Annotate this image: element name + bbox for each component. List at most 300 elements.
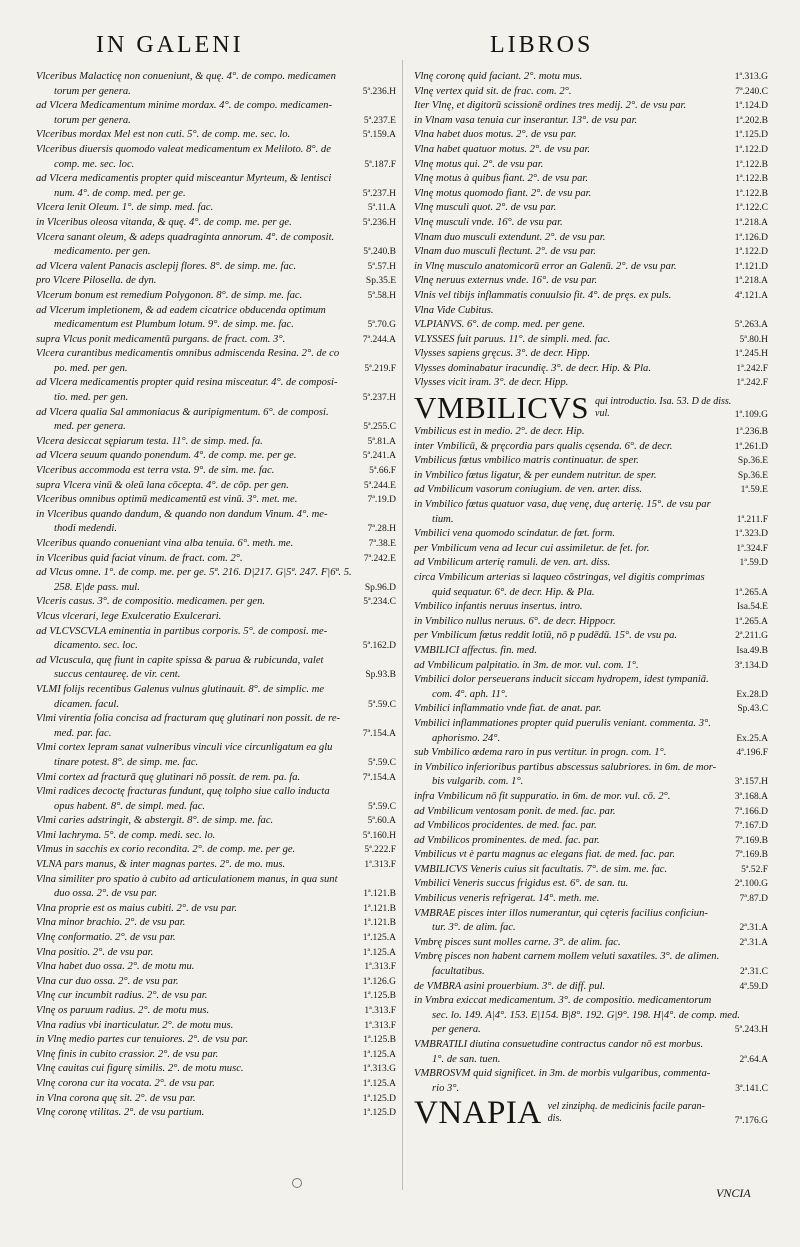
- index-entry: [414, 333, 768, 348]
- entry-text: Vlnę cur incumbit radius. 2°. de vsu par.: [36, 990, 208, 1002]
- entry-reference: 5ª.162.D: [362, 641, 396, 652]
- entry-reference: 7ª.87.D: [739, 894, 768, 905]
- index-entry: [36, 931, 396, 946]
- entry-text: VLPIANVS. 6°. de comp. med. per gene.: [414, 319, 586, 331]
- index-entry: [414, 513, 768, 528]
- entry-text: tium.: [432, 513, 454, 525]
- index-entry: [414, 542, 768, 557]
- entry-reference: 7ª.242.E: [363, 553, 396, 564]
- index-entry: [36, 187, 396, 202]
- index-entry: [414, 994, 768, 1009]
- entry-text: Vlnę coronę quid faciant. 2°. motu mus.: [414, 71, 583, 82]
- entry-reference: 7ª.154.A: [362, 728, 396, 739]
- entry-text: ad VLCVSCVLA eminentia in partibus corporis. 5°. de composi. me-: [36, 625, 328, 637]
- entry-reference: 1ª.121.B: [363, 903, 396, 914]
- entry-reference: 1ª.125.D: [734, 130, 768, 141]
- umbilicus-heading-word: VMBILICVS: [414, 390, 590, 426]
- index-entry: [414, 556, 768, 571]
- entry-reference: 1ª.122.B: [735, 188, 768, 199]
- entry-text: Vlcera desiccat sępiarum testa. 11°. de simp. med. fa.: [36, 435, 263, 447]
- index-entry: [36, 843, 396, 858]
- entry-text: Vmbilici Veneris succus frigidus est. 6°. de san. tu.: [414, 878, 629, 890]
- entry-reference: 3ª.141.C: [735, 1083, 768, 1094]
- entry-reference: 1ª.126.D: [734, 232, 768, 243]
- entry-reference: 2ª.211.G: [735, 631, 768, 642]
- entry-text: tio. med. per gen.: [54, 392, 129, 404]
- index-entry: [36, 245, 396, 260]
- entry-reference: 5ª.52.F: [741, 864, 768, 875]
- index-entry: [414, 892, 768, 907]
- umbilicus-desc-line2: vul.: [595, 408, 610, 420]
- entry-reference: 1ª.236.B: [735, 427, 768, 438]
- column-gutter: [402, 60, 403, 1190]
- index-entry: [36, 537, 396, 552]
- entry-reference: 5ª.237.H: [362, 393, 396, 404]
- entry-text: Vlnę coronę vtilitas. 2°. de vsu partium.: [36, 1107, 205, 1119]
- entry-text: Vlceribus quando conueniant vina alba tenuia. 6°. meth. me.: [36, 538, 294, 549]
- entry-text: ad Vlcera seuum quando ponendum. 4°. de comp. me. per ge.: [36, 450, 297, 462]
- entry-text: Vmbrę pisces non habent carnem mollem veluti saxatiles. 3°. de alimen.: [414, 951, 720, 963]
- index-entry: [36, 479, 396, 494]
- entry-reference: 5ª.11.A: [367, 203, 396, 214]
- entry-reference: 7ª.154.A: [362, 772, 396, 783]
- entry-reference: 7ª.240.C: [735, 86, 768, 97]
- entry-reference: 5ª.243.H: [734, 1025, 768, 1036]
- entry-reference: 5ª.58.H: [367, 290, 396, 301]
- index-entry: [414, 85, 768, 100]
- entry-text: ad Vlcera medicamentis propter quid resina misceatur. 4°. de composi-: [36, 377, 338, 389]
- index-entry: [414, 921, 768, 936]
- entry-text: Vlceribus diuersis quomodo valeat medicamentum ex Meliloto. 8°. de: [36, 143, 331, 155]
- index-entry: [414, 819, 768, 834]
- entry-reference: 1ª.313.F: [364, 1020, 396, 1031]
- entry-reference: Sp.36.E: [737, 470, 768, 481]
- index-entry: [414, 425, 768, 440]
- entry-text: opus habent. 8°. de simpl. med. fac.: [54, 800, 206, 812]
- entry-reference: 5ª.57.H: [367, 261, 396, 272]
- entry-reference: Sp.93.B: [365, 670, 396, 681]
- entry-reference: 5ª.80.H: [739, 334, 768, 345]
- unapia-heading-ref: 7ª.176.G: [734, 1115, 768, 1126]
- entry-text: ad Vmbilicum palpitatio. in 3m. de mor. vul. com. 1°.: [414, 659, 639, 671]
- entry-text: Vlna proprie est os maius cubiti. 2°. de vsu par.: [36, 902, 237, 914]
- index-entry: [414, 469, 768, 484]
- index-entry: [36, 318, 396, 333]
- index-entry: [36, 916, 396, 931]
- index-entry: [414, 216, 768, 231]
- entry-text: Vlmus in sacchis ex corio recondita. 2°. de comp. me. per ge.: [36, 844, 296, 856]
- entry-text: Vlnę motus qui. 2°. de vsu par.: [414, 158, 544, 170]
- entry-reference: 1ª.121.B: [363, 889, 396, 900]
- entry-text: VMBRATILI diutina consuetudine contractus candor nō est morbus.: [414, 1039, 704, 1050]
- entry-text: Vlnę corona cur ita vocata. 2°. de vsu par.: [36, 1077, 215, 1089]
- entry-text: Vlnę conformatio. 2°. de vsu par.: [36, 932, 176, 944]
- unapia-desc-line1: vel zinziphą. de medicinis facile paran-: [547, 1101, 705, 1113]
- entry-text: in Vlceribus quid faciat vinum. de fract. com. 2°.: [36, 552, 243, 564]
- index-entry: [36, 347, 396, 362]
- entry-reference: 1ª.125.D: [362, 1093, 396, 1104]
- entry-reference: 1ª.265.A: [734, 616, 768, 627]
- entry-text: tinare potest. 8°. de simp. me. fac.: [54, 756, 199, 768]
- entry-text: Vlmi radices decoctę fracturas fundunt, quę tolpho siue callo inducta: [36, 786, 330, 798]
- index-entry: [414, 114, 768, 129]
- index-entry: [36, 362, 396, 377]
- index-entry: [414, 834, 768, 849]
- entry-reference: 3ª.157.H: [734, 777, 768, 788]
- entry-text: Vlna habet duos motus. 2°. de vsu par.: [414, 129, 577, 141]
- entry-text: VMBILICI affectus. fin. med.: [414, 644, 537, 656]
- index-entry: [36, 114, 396, 129]
- index-entry: [36, 581, 396, 596]
- entry-reference: 5ª.160.H: [362, 830, 396, 841]
- entry-text: pro Vlcere Pilosella. de dyn.: [36, 275, 157, 287]
- entry-text: Vlna similiter pro spatio à cubito ad articulationem manus, in qua sunt: [36, 873, 338, 885]
- entry-text: Vlnis vel tibijs inflammatis conuulsio fit. 4°. de pręs. ex puls.: [414, 289, 672, 301]
- entry-reference: 7ª.28.H: [367, 524, 396, 535]
- catchword: VNCIA: [716, 1186, 751, 1200]
- entry-text: Vmbilici inflammatio vnde fiat. de anat. par.: [414, 703, 602, 715]
- entry-text: Vlceribus omnibus optimū medicamentū est vinū. 3°. met. me.: [36, 494, 298, 506]
- index-entry: [36, 85, 396, 100]
- index-entry: [36, 449, 396, 464]
- index-entry: [414, 498, 768, 513]
- index-entry: [414, 440, 768, 455]
- entry-reference: 5ª.59.C: [368, 801, 396, 812]
- index-entry: [414, 936, 768, 951]
- entry-text: medicamento. per gen.: [54, 246, 151, 258]
- entry-text: VMBRAE pisces inter illos numerantur, qui cęteris facilius conficiun-: [414, 907, 708, 919]
- entry-text: dicamen. facul.: [54, 698, 120, 710]
- entry-text: per Vmbilicum vena ad Iecur cui assimiletur. de fet. for.: [414, 542, 650, 554]
- entry-reference: 5ª.60.A: [367, 816, 396, 827]
- entry-reference: 1ª.122.D: [734, 144, 768, 155]
- index-entry: [36, 128, 396, 143]
- index-entry: [414, 1023, 768, 1038]
- entry-reference: 1ª.323.D: [734, 529, 768, 540]
- index-entry: [414, 362, 768, 377]
- index-entry: [414, 600, 768, 615]
- index-entry: [36, 639, 396, 654]
- index-entry: [414, 274, 768, 289]
- entry-reference: 5ª.159.A: [362, 130, 396, 141]
- index-entry: [36, 1048, 396, 1063]
- entry-text: thodi medendi.: [54, 523, 117, 535]
- umbilicus-heading-ref: 1ª.109.G: [734, 410, 768, 421]
- entry-text: aphorismo. 24°.: [432, 732, 501, 744]
- index-entry: [36, 873, 396, 888]
- index-entry: [414, 848, 768, 863]
- index-entry: [36, 814, 396, 829]
- entry-text: Vlnę os paruum radius. 2°. de motu mus.: [36, 1005, 210, 1016]
- index-entry: [414, 950, 768, 965]
- entry-reference: 1ª.125.A: [362, 947, 396, 958]
- entry-text: supra Vlcus ponit medicamentū purgans. de fract. com. 3°.: [36, 333, 286, 345]
- entry-text: in Vmbilico fœtus ligatur, & per eundem nutritur. de sper.: [414, 469, 657, 481]
- entry-reference: Isa.49.B: [736, 645, 768, 656]
- entry-reference: 1ª.122.B: [735, 174, 768, 185]
- entry-reference: 1ª.313.G: [734, 72, 768, 82]
- entry-reference: 1ª.261.D: [734, 441, 768, 452]
- entry-text: Iter Vlnę, et digitorū scissionē ordines tres medij. 2°. de vsu par.: [414, 100, 687, 112]
- entry-reference: 1ª.59.E: [740, 485, 768, 496]
- entry-reference: 2ª.31.A: [739, 937, 768, 948]
- index-entry: [36, 756, 396, 771]
- entry-reference: 4ª.196.F: [736, 748, 768, 759]
- entry-reference: 5ª.241.A: [362, 451, 396, 462]
- entry-reference: 5ª.263.A: [734, 320, 768, 331]
- index-entry: [36, 376, 396, 391]
- entry-reference: 3ª.134.D: [734, 660, 768, 671]
- entry-reference: 1ª.313.F: [364, 1006, 396, 1016]
- entry-text: VLYSSES fuit paruus. 11°. de simpli. med. fac.: [414, 333, 611, 345]
- entry-reference: 5ª.222.F: [364, 845, 396, 856]
- index-entry: [36, 201, 396, 216]
- entry-text: Vlcus vlcerari, lege Exulceratio Exulcerari.: [36, 610, 222, 622]
- entry-text: Vlna habet duo ossa. 2°. de motu mu.: [36, 961, 195, 973]
- index-entry: [36, 741, 396, 756]
- entry-text: Vlcera curantibus medicamentis omnibus admiscenda Resina. 2°. de co: [36, 348, 340, 360]
- umbilicus-heading: [414, 390, 768, 426]
- index-entry: [36, 420, 396, 435]
- ulna-entries: [414, 70, 768, 391]
- entry-text: tur. 3°. de alim. fac.: [432, 922, 516, 934]
- index-entry: [414, 615, 768, 630]
- entry-reference: 3ª.168.A: [734, 791, 768, 802]
- entry-text: ad Vlcerum impletionem, & ad eadem cicatrice obducenda optimum: [36, 304, 326, 316]
- index-entry: [414, 790, 768, 805]
- index-entry: [414, 376, 768, 391]
- entry-text: ad Vlcera qualia Sal ammoniacus & auripigmentum. 6°. de composi.: [36, 406, 329, 418]
- index-entry: [36, 493, 396, 508]
- index-entry: [414, 527, 768, 542]
- entry-reference: 5ª.59.C: [368, 757, 396, 768]
- index-entry: [414, 761, 768, 776]
- entry-text: Vmbilici vena quomodo scindatur. de fœt. form.: [414, 528, 615, 540]
- index-entry: [414, 1082, 768, 1097]
- index-entry: [36, 595, 396, 610]
- entry-reference: Ex.25.A: [736, 733, 768, 744]
- entry-text: rio 3°.: [432, 1082, 460, 1094]
- unapia-heading: [414, 1095, 768, 1132]
- entry-text: Vlcerum bonum est remedium Polygonon. 8°. de simp. me. fac.: [36, 289, 303, 301]
- entry-text: Vmbilici inflammationes propter quid puerulis veniant. commenta. 3°.: [414, 717, 711, 729]
- entry-text: dicamento. sec. loc.: [54, 640, 138, 652]
- index-entry: [414, 1053, 768, 1068]
- entry-text: comp. me. sec. loc.: [54, 158, 135, 170]
- entry-reference: 1ª.122.B: [735, 159, 768, 170]
- entry-reference: 1ª.313.F: [364, 962, 396, 973]
- index-entry: [36, 391, 396, 406]
- index-entry: [36, 158, 396, 173]
- index-entry: [414, 644, 768, 659]
- entry-text: Vlceris casus. 3°. de compositio. medicamen. per gen.: [36, 596, 266, 608]
- entry-reference: 5ª.219.F: [364, 363, 396, 374]
- entry-reference: 1ª.125.B: [363, 991, 396, 1002]
- index-entry: [414, 99, 768, 114]
- index-entry: [36, 260, 396, 275]
- entry-text: Vlnę cauitas cui figurę similis. 2°. de motu musc.: [36, 1063, 244, 1075]
- index-entry: [414, 907, 768, 922]
- entry-reference: 5ª.70.G: [367, 320, 396, 331]
- index-entry: [414, 260, 768, 275]
- index-entry: [414, 187, 768, 202]
- entry-text: in Vmbilico inferioribus partibus abscessus salubriores. in 6m. de mor-: [414, 761, 717, 773]
- index-entry: [414, 172, 768, 187]
- entry-text: po. med. per gen.: [54, 362, 128, 374]
- index-entry: [36, 70, 396, 85]
- index-entry: [414, 863, 768, 878]
- entry-text: torum per genera.: [54, 114, 131, 126]
- index-entry: [414, 775, 768, 790]
- entry-reference: Sp.36.E: [737, 456, 768, 467]
- entry-text: supra Vlcera vinū & oleū lana cōcepta. 4°. de cōp. per gen.: [36, 479, 289, 491]
- index-entry: [414, 980, 768, 995]
- index-entry: [414, 732, 768, 747]
- index-entry: [36, 1062, 396, 1077]
- index-entry: [36, 231, 396, 246]
- entry-text: torum per genera.: [54, 85, 131, 97]
- entry-reference: 2ª.31.C: [740, 967, 768, 978]
- entry-text: Vlnę motus à quibus fiant. 2°. de vsu par.: [414, 173, 589, 185]
- entry-reference: 1ª.218.A: [734, 276, 768, 287]
- index-entry: [36, 975, 396, 990]
- entry-text: num. 4°. de comp. med. per ge.: [54, 187, 186, 199]
- entry-reference: 1ª.125.A: [362, 1049, 396, 1060]
- entry-text: Vlna minor brachio. 2°. de vsu par.: [36, 917, 186, 929]
- unapia-heading-word: VNAPIA: [414, 1095, 542, 1132]
- index-entry: [414, 70, 768, 85]
- entry-text: in Vlnam vasa tenuia cur inserantur. 13°. de vsu par.: [414, 114, 638, 126]
- entry-reference: 7ª.169.B: [735, 835, 768, 846]
- index-entry: [414, 1067, 768, 1082]
- index-entry: [414, 289, 768, 304]
- index-entry: [414, 717, 768, 732]
- index-entry: [36, 683, 396, 698]
- index-entry: [36, 771, 396, 786]
- entry-text: ad Vmbilicos procidentes. de med. fac. par.: [414, 820, 597, 832]
- entry-text: Vlmi cortex lepram sanat vulneribus vinculi vice circunligatum ea glu: [36, 742, 333, 754]
- entry-reference: 5ª.236.H: [362, 217, 396, 228]
- entry-text: Vlna Vide Cubitus.: [414, 304, 494, 316]
- index-entry: [36, 566, 396, 581]
- index-entry: [414, 571, 768, 586]
- entry-reference: 5ª.66.F: [369, 466, 396, 477]
- entry-text: medicamentum est Plumbum lotum. 9°. de simp. me. fac.: [54, 319, 294, 331]
- entry-reference: Ex.28.D: [736, 689, 768, 700]
- index-entry: [414, 688, 768, 703]
- entry-text: VMBROSVM quid significet. in 3m. de morbis vulgaribus, commenta-: [414, 1068, 711, 1080]
- entry-reference: 1ª.211.F: [736, 514, 768, 525]
- entry-text: in Vmbra exiccat medicamentum. 3°. de compositio. medicamentorum: [414, 995, 712, 1007]
- entry-text: Vmbilici dolor perseuerans inducit siccam hydropem, idest tympaniā.: [414, 674, 709, 686]
- entry-text: Vlna positio. 2°. de vsu par.: [36, 946, 154, 958]
- index-entry: [36, 727, 396, 742]
- index-entry: [414, 629, 768, 644]
- entry-text: VLMI folijs recentibus Galenus vulnus glutinauit. 8°. de simplic. me: [36, 683, 325, 695]
- entry-text: duo ossa. 2°. de vsu par.: [54, 888, 158, 900]
- entry-text: in Vmbilico fœtus quatuor vasa, duę venę, duę arterię. 15°. de vsu par: [414, 499, 711, 511]
- entry-text: Vlnę motus quomodo fiant. 2°. de vsu par.: [414, 187, 592, 199]
- index-entry: [36, 1033, 396, 1048]
- index-entry: [36, 960, 396, 975]
- umbilicus-entries: [414, 425, 768, 1096]
- index-entry: [414, 702, 768, 717]
- index-entry: [36, 1092, 396, 1107]
- entry-text: Vlmi cortex ad fracturā quę glutinari nō possit. de rem. pa. fa.: [36, 771, 301, 783]
- entry-text: Vlnam duo musculi flectunt. 2°. de vsu par.: [414, 246, 596, 258]
- index-entry: [36, 172, 396, 187]
- index-entry: [414, 347, 768, 362]
- index-entry: [36, 1004, 396, 1019]
- entry-text: ad Vmbilicos prominentes. de med. fac. par.: [414, 834, 600, 846]
- entry-text: in Vlceribus quando dandum, & quando non dandum Vinum. 4°. me-: [36, 508, 328, 520]
- entry-text: Vmbrę pisces sunt molles carne. 3°. de alim. fac.: [414, 936, 621, 948]
- entry-text: Vlna radius vbi inarticulatur. 2°. de motu mus.: [36, 1019, 234, 1031]
- entry-text: per Vmbilicum fœtus reddit lotiū, nō p pudēdū. 15°. de vsu pa.: [414, 630, 678, 642]
- entry-reference: 5ª.187.F: [364, 159, 396, 170]
- entry-text: quid sequatur. 6°. de decr. Hip. & Pla.: [432, 586, 595, 598]
- entry-reference: 1ª.245.H: [734, 349, 768, 360]
- entry-text: Vlnę vertex quid sit. de frac. com. 2°.: [414, 85, 572, 97]
- right-index-column: [414, 70, 768, 1130]
- index-entry: [36, 829, 396, 844]
- entry-reference: 1ª.122.D: [734, 247, 768, 258]
- entry-reference: 5ª.255.C: [363, 422, 396, 433]
- entry-reference: 5ª.240.B: [363, 247, 396, 258]
- entry-text: ad Vmbilicum ventosam ponit. de med. fac. par.: [414, 805, 616, 817]
- index-entry: [36, 712, 396, 727]
- entry-reference: 7ª.38.E: [368, 539, 396, 549]
- index-entry: [36, 406, 396, 421]
- index-entry: [36, 887, 396, 902]
- index-entry: [414, 1038, 768, 1053]
- index-entry: [414, 965, 768, 980]
- entry-reference: 1ª.313.F: [364, 860, 396, 871]
- entry-reference: 7ª.169.B: [735, 850, 768, 861]
- index-entry: [414, 158, 768, 173]
- entry-text: in Vmbilico nullus neruus. 6°. de decr. Hippocr.: [414, 615, 616, 627]
- index-entry: [36, 800, 396, 815]
- entry-text: Vlmi lachryma. 5°. de comp. medi. sec. lo.: [36, 829, 216, 841]
- index-entry: [36, 785, 396, 800]
- entry-text: sub Vmbilico œdema raro in pus vertitur. in progn. com. 1°.: [414, 747, 667, 759]
- index-entry: [36, 1019, 396, 1034]
- index-entry: [36, 668, 396, 683]
- entry-reference: 1ª.121.D: [734, 261, 768, 272]
- entry-text: Vmbilicus fœtus vmbilico matris continuatur. de sper.: [414, 455, 639, 467]
- entry-reference: 7ª.244.A: [362, 334, 396, 345]
- index-entry: [36, 435, 396, 450]
- index-entry: [414, 586, 768, 601]
- entry-reference: 1ª.218.A: [734, 217, 768, 228]
- entry-reference: 5ª.237.H: [362, 188, 396, 199]
- index-entry: [414, 304, 768, 319]
- entry-text: Vlnę finis in cubito crassior. 2°. de vsu par.: [36, 1048, 219, 1060]
- index-entry: [36, 304, 396, 319]
- entry-reference: Isa.54.E: [736, 602, 768, 613]
- entry-reference: 4ª.121.A: [734, 290, 768, 301]
- entry-text: ad Vlcuscula, quę fiunt in capite spissa & parua & rubicunda, valet: [36, 654, 324, 666]
- index-entry: [414, 659, 768, 674]
- entry-text: Vmbilicus veneris refrigerat. 14°. meth. me.: [414, 893, 600, 905]
- entry-text: in Vlceribus oleosa vitanda, & quę. 4°. de comp. me. per ge.: [36, 216, 292, 228]
- entry-text: Vlna cur duo ossa. 2°. de vsu par.: [36, 975, 179, 987]
- index-entry: [36, 1106, 396, 1121]
- index-entry: [36, 902, 396, 917]
- entry-reference: 2ª.31.A: [739, 923, 768, 934]
- index-entry: [36, 274, 396, 289]
- index-entry: [36, 333, 396, 348]
